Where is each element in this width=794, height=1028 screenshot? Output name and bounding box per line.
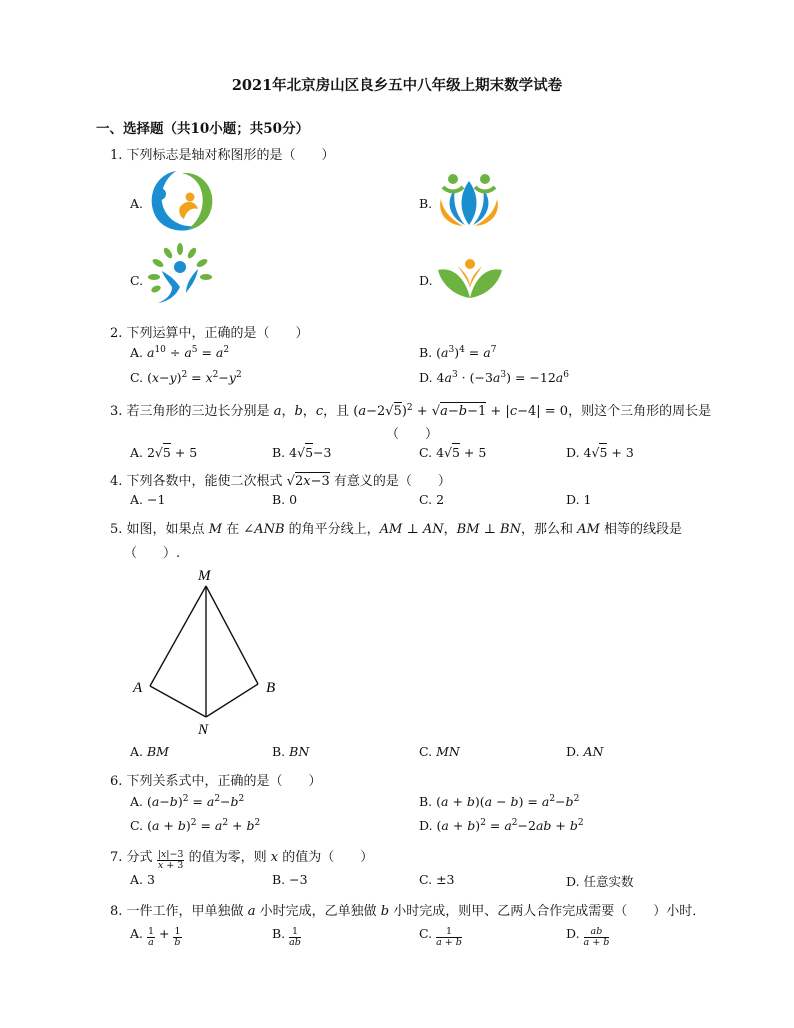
q4-option-d: D. 1 — [566, 492, 592, 507]
q4-option-c: C. 2 — [419, 492, 445, 507]
q6-option-b: B. $(a + b)(a - b) = a^2-b^2$ — [419, 794, 580, 809]
q2-option-d: D. $4a^3 \cdot (-3a^3) = -12a^6$ — [419, 370, 569, 385]
q5-stem: 5. 如图，如果点 M 在 ∠ANB 的角平分线上，AM ⊥ AN，BM ⊥ BN，那么和 AM 相等的线段是 — [110, 522, 682, 537]
q3-option-c: C. 4√5 + 5 — [419, 445, 487, 460]
q4-option-b: B. 0 — [272, 492, 298, 507]
q8-stem: 8. 一件工作，甲单独做 a 小时完成，乙单独做 b 小时完成，则甲、乙两人合作完成需要（ ）小时． — [110, 904, 706, 919]
q5-option-c: C. MN — [419, 744, 460, 759]
q2-option-a: A. $a^{10} \div a^5 = a^2$ — [130, 345, 230, 360]
q3-stem: 3. 若三角形的三边长分别是 a，b，c，且 $(a-2√5)^2 + √a-b-1 + |c-4| = 0$，则这个三角形的周长是 — [110, 403, 712, 419]
q8-option-d: D. $\frac{ab}{a + b}$ — [566, 926, 610, 948]
q7-option-b: B. −3 — [272, 872, 308, 887]
logo-d-icon — [436, 256, 504, 300]
q5-option-a: A. BM — [130, 744, 169, 759]
q7-option-d: D. 任意实数 — [566, 874, 634, 889]
q7-option-a: A. 3 — [130, 872, 155, 887]
q6-option-c: C. $(a + b)^2 = a^2 + b^2$ — [130, 818, 261, 833]
q3-option-a: A. 2√5 + 5 — [130, 445, 198, 460]
q6-stem: 6. 下列关系式中，正确的是（ ） — [110, 774, 322, 789]
q4-option-a: A. −1 — [130, 492, 166, 507]
q3-option-b: B. 4√5−3 — [272, 445, 332, 460]
q1-option-b-label: B. — [419, 196, 433, 211]
logo-a-icon — [146, 167, 218, 237]
point-a-label: A — [133, 680, 143, 696]
q5-option-b: B. BN — [272, 744, 310, 759]
q1-stem: 1. 下列标志是轴对称图形的是（ ） — [110, 148, 335, 163]
point-n-label: N — [198, 722, 209, 738]
q2-stem: 2. 下列运算中，正确的是（ ） — [110, 326, 309, 341]
kite-figure — [128, 562, 288, 742]
q5-paren: （ ）. — [124, 546, 181, 561]
q8-option-c: C. $\frac{1}{a + b}$ — [419, 926, 462, 948]
logo-c-icon — [146, 243, 214, 307]
q4-stem: 4. 下列各数中，能使二次根式 √2x−3 有意义的是（ ） — [110, 474, 451, 489]
q1-option-a-label: A. — [130, 196, 144, 211]
q3-paren: （ ） — [386, 427, 439, 442]
q7-stem: 7. 分式 $\frac{|x|-3}{x + 3}$ 的值为零，则 x 的值为（ ） — [110, 849, 374, 871]
q2-option-b: B. $(a^3)^4 = a^7$ — [419, 345, 497, 360]
point-m-label: M — [198, 568, 211, 584]
q7-option-c: C. ±3 — [419, 872, 455, 887]
q5-option-d: D. AN — [566, 744, 604, 759]
section-heading: 一、选择题（共10小题；共50分） — [96, 121, 310, 137]
q2-option-c: C. $(x-y)^2 = x^2-y^2$ — [130, 370, 242, 385]
q6-option-a: A. $(a-b)^2 = a^2-b^2$ — [130, 794, 245, 809]
q8-option-a: A. $\frac{1}{a}$ + $\frac{1}{b}$ — [130, 926, 181, 948]
point-b-label: B — [266, 680, 276, 696]
q6-option-d: D. $(a + b)^2 = a^2-2ab + b^2$ — [419, 818, 584, 833]
page-title: 2021年北京房山区良乡五中八年级上期末数学试卷 — [231, 77, 563, 94]
q1-option-d-label: D. — [419, 273, 433, 288]
q8-option-b: B. $\frac{1}{ab}$ — [272, 926, 301, 948]
q1-option-c-label: C. — [130, 273, 144, 288]
logo-b-icon — [433, 171, 505, 227]
q3-option-d: D. 4√5 + 3 — [566, 445, 634, 460]
